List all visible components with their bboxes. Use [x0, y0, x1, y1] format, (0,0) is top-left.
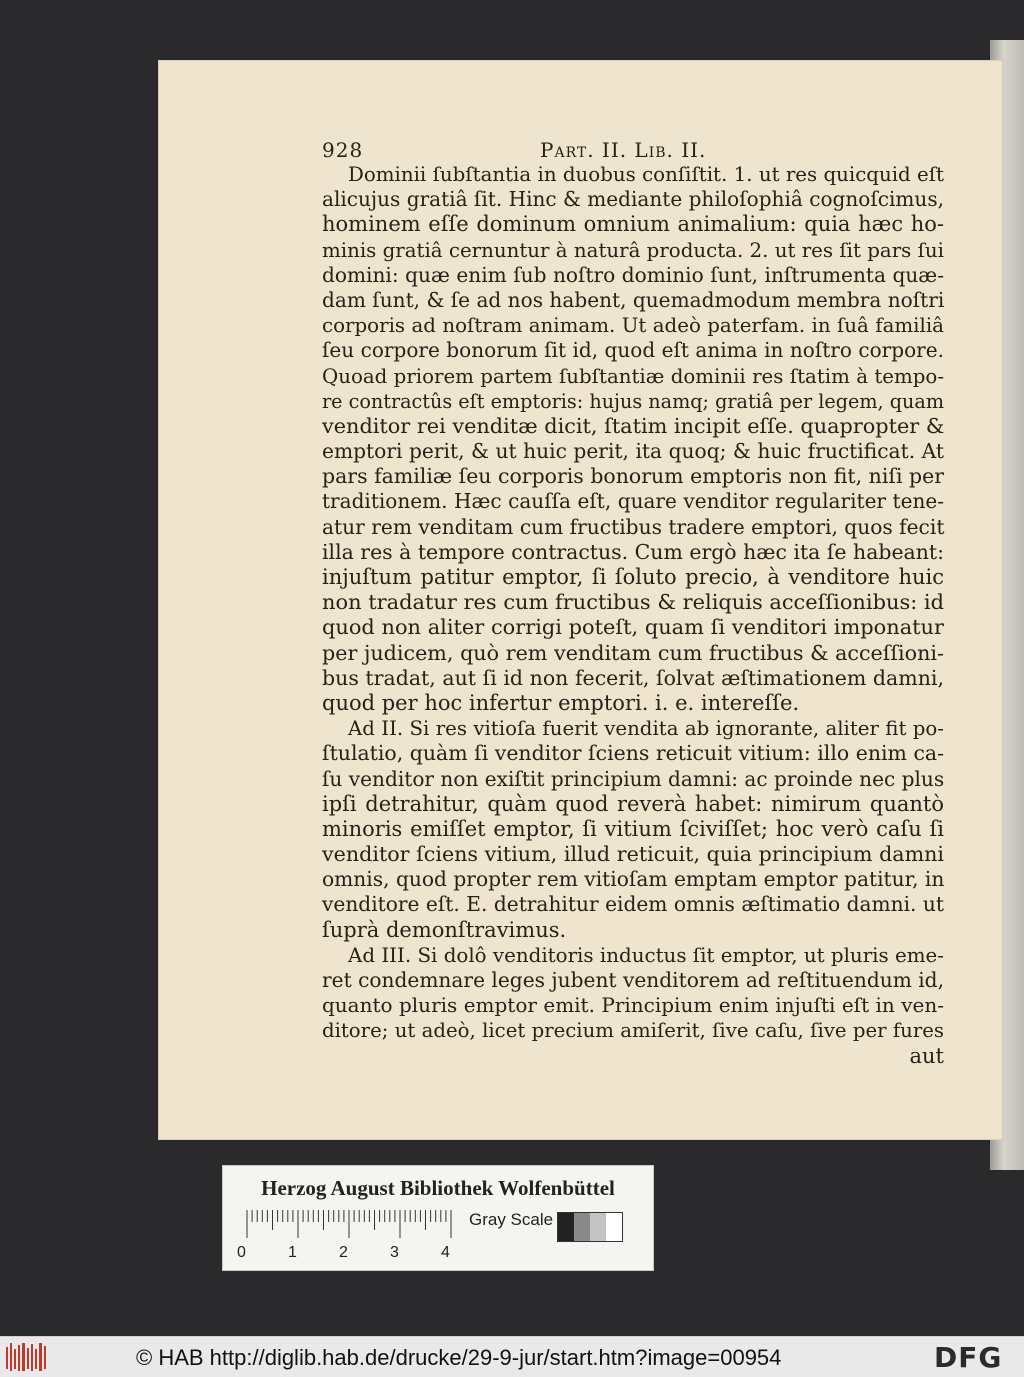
text-line-content: ſtulatio, quàm ſi venditor ſciens reticuit vitium: illo enim ca-: [322, 741, 944, 766]
text-line-content: traditionem. Hæc cauſſa eſt, quare venditor regulariter tene-: [322, 489, 944, 514]
hab-barcode-icon: [6, 1343, 48, 1371]
gray-swatch: [574, 1213, 590, 1241]
text-line-content: ditore; ut adeò, licet precium amiſerit, ſive caſu, ſive per fures: [322, 1019, 944, 1043]
ruler-icon: [245, 1210, 455, 1240]
text-line: [322, 590, 944, 615]
gray-swatch: [606, 1213, 622, 1241]
text-line-content: venditore eſt. E. detrahitur eidem omnis æſtimatio damni. ut: [322, 892, 944, 917]
text-line-content: illa res à tempore contractus. Cum ergò hæc ita ſe habeant:: [322, 539, 944, 564]
text-line-content: quod non aliter corrigi poteſt, quam ſi venditori imponatur: [322, 615, 944, 640]
text-line: [322, 187, 944, 212]
text-line-content: venditor rei venditæ dicit, ſtatim incipit eſſe. quapropter &: [322, 413, 945, 438]
text-line: [322, 1018, 944, 1043]
ruler-label: 3: [390, 1244, 399, 1261]
text-line-content: non tradatur res cum fructibus & reliquis acceſſionibus: id: [322, 590, 944, 615]
text-line-content: bus tradat, aut ſi id non fecerit, ſolvat æſtimationem damni,: [322, 665, 944, 690]
text-line: [322, 389, 944, 414]
ruler-labels: [237, 1244, 477, 1266]
ruler-label: 0: [237, 1244, 246, 1261]
text-line: [322, 439, 944, 464]
gray-swatch: [590, 1213, 606, 1241]
text-line: [322, 515, 944, 540]
running-head: Part. II. Lib. II.: [540, 138, 707, 162]
text-line-content: ſu venditor non exiſtit principium damni: ac proinde nec plus: [322, 766, 945, 791]
text-line-content: re contractûs eſt emptoris: hujus namq; gratiâ per legem, quam: [322, 389, 944, 413]
text-line: [322, 212, 944, 237]
text-line-content: ſeu corpore bonorum ſit id, quod eſt anima in noſtro corpore.: [322, 338, 944, 363]
text-line-content: Ad III. Si dolô venditoris inductus ſit emptor, ut pluris eme-: [348, 943, 944, 967]
copyright-link[interactable]: © HAB http://diglib.hab.de/drucke/29-9-jur/start.htm?image=00954: [136, 1345, 782, 1370]
text-line: [322, 162, 944, 187]
text-line-content: omnis, quod propter rem vitioſam emptam emptor patitur, in: [322, 867, 945, 892]
page-number: 928: [322, 138, 364, 162]
text-line: [322, 716, 944, 741]
gray-swatch: [558, 1213, 574, 1241]
text-line-content: Quoad priorem partem ſubſtantiæ dominii res ſtatim à tempo-: [322, 364, 944, 388]
text-line-content: pars familiæ ſeu corporis bonorum emptoris non fit, niſi per: [322, 464, 944, 489]
text-line-content: domini: quæ enim ſub noſtro dominio ſunt, inſtrumenta quæ-: [322, 262, 944, 287]
page-text: [322, 162, 944, 1069]
text-line: [322, 943, 944, 968]
text-line: [322, 741, 944, 766]
institution-name: Herzog August Bibliothek Wolfenbüttel: [261, 1176, 615, 1200]
text-line: [322, 892, 944, 917]
text-line-content: emptori perit, & ut huic perit, ita quoq; & huic fructificat. At: [322, 439, 944, 464]
text-line: [322, 666, 944, 691]
text-line: [322, 867, 944, 892]
dfg-logo: DFG: [934, 1341, 1003, 1374]
text-line-content: alicujus gratiâ ſit. Hinc & mediante philoſophiâ cognoſcimus,: [322, 187, 944, 212]
ruler-label: 2: [339, 1244, 348, 1261]
text-line: [322, 918, 944, 943]
text-line: [322, 288, 944, 313]
text-line-content: atur rem venditam cum fructibus tradere emptori, quos fecit: [322, 514, 945, 539]
ruler-label: 4: [441, 1244, 450, 1261]
scale-ruler-card: [222, 1165, 654, 1271]
text-line-content: injuſtum patitur emptor, ſi ſoluto precio, à venditore huic: [322, 565, 944, 589]
text-line-content: Dominii ſubſtantia in duobus conſiſtit. 1. ut res quicquid eſt: [348, 163, 944, 186]
text-line: [322, 414, 944, 439]
text-line-content: ſuprà demonſtravimus.: [322, 917, 567, 942]
catchword: aut: [909, 1043, 944, 1068]
text-line: [322, 565, 944, 590]
text-line: [322, 364, 944, 389]
text-line: [322, 641, 944, 666]
text-line: [322, 792, 944, 817]
text-line: [322, 767, 944, 792]
text-line: [322, 817, 944, 842]
text-line-content: quanto pluris emptor emit. Principium enim injuſti eſt in ven-: [322, 993, 944, 1018]
text-line-content: venditor ſciens vitium, illud reticuit, quia principium damni: [322, 842, 944, 867]
text-line-content: minis gratiâ cernuntur à naturâ producta. 2. ut res ſit pars ſui: [322, 238, 944, 262]
text-line-content: dam ſunt, & ſe ad nos habent, quemadmodum membra noſtri: [322, 287, 945, 312]
gray-scale-swatches: [557, 1212, 623, 1242]
text-line-content: ret condemnare leges jubent venditorem ad reſtituendum id,: [322, 968, 944, 992]
ruler-label: 1: [288, 1244, 297, 1261]
text-line: [322, 993, 944, 1018]
text-line: [322, 615, 944, 640]
text-line: [322, 238, 944, 263]
text-line: [322, 263, 944, 288]
text-line: [322, 842, 944, 867]
text-line-content: ipſi detrahitur, quàm quod reverà habet: nimirum quantò: [322, 791, 944, 816]
text-line-content: quod per hoc infertur emptori. i. e. intereſſe.: [322, 690, 800, 715]
text-line-content: minoris emiſſet emptor, ſi vitium ſciviſſet; hoc verò caſu ſi: [322, 816, 944, 841]
text-line: [322, 313, 944, 338]
text-line-content: corporis ad noſtram animam. Ut adeò paterfam. in ſuâ familiâ: [322, 314, 944, 338]
text-line: [322, 691, 944, 716]
text-line: [322, 968, 944, 993]
text-line-content: Ad II. Si res vitioſa fuerit vendita ab ignorante, aliter fit po-: [348, 717, 944, 741]
text-line-content: hominem eſſe dominum omnium animalium: quia hæc ho-: [322, 212, 944, 237]
footer-bar: [0, 1336, 1024, 1377]
text-line: [322, 540, 944, 565]
text-line: [322, 489, 944, 514]
text-line: [322, 338, 944, 363]
text-line: [322, 464, 944, 489]
gray-scale-label: Gray Scale: [469, 1210, 554, 1229]
text-line-content: per judicem, quò rem venditam cum fructibus & acceſſioni-: [322, 640, 944, 665]
